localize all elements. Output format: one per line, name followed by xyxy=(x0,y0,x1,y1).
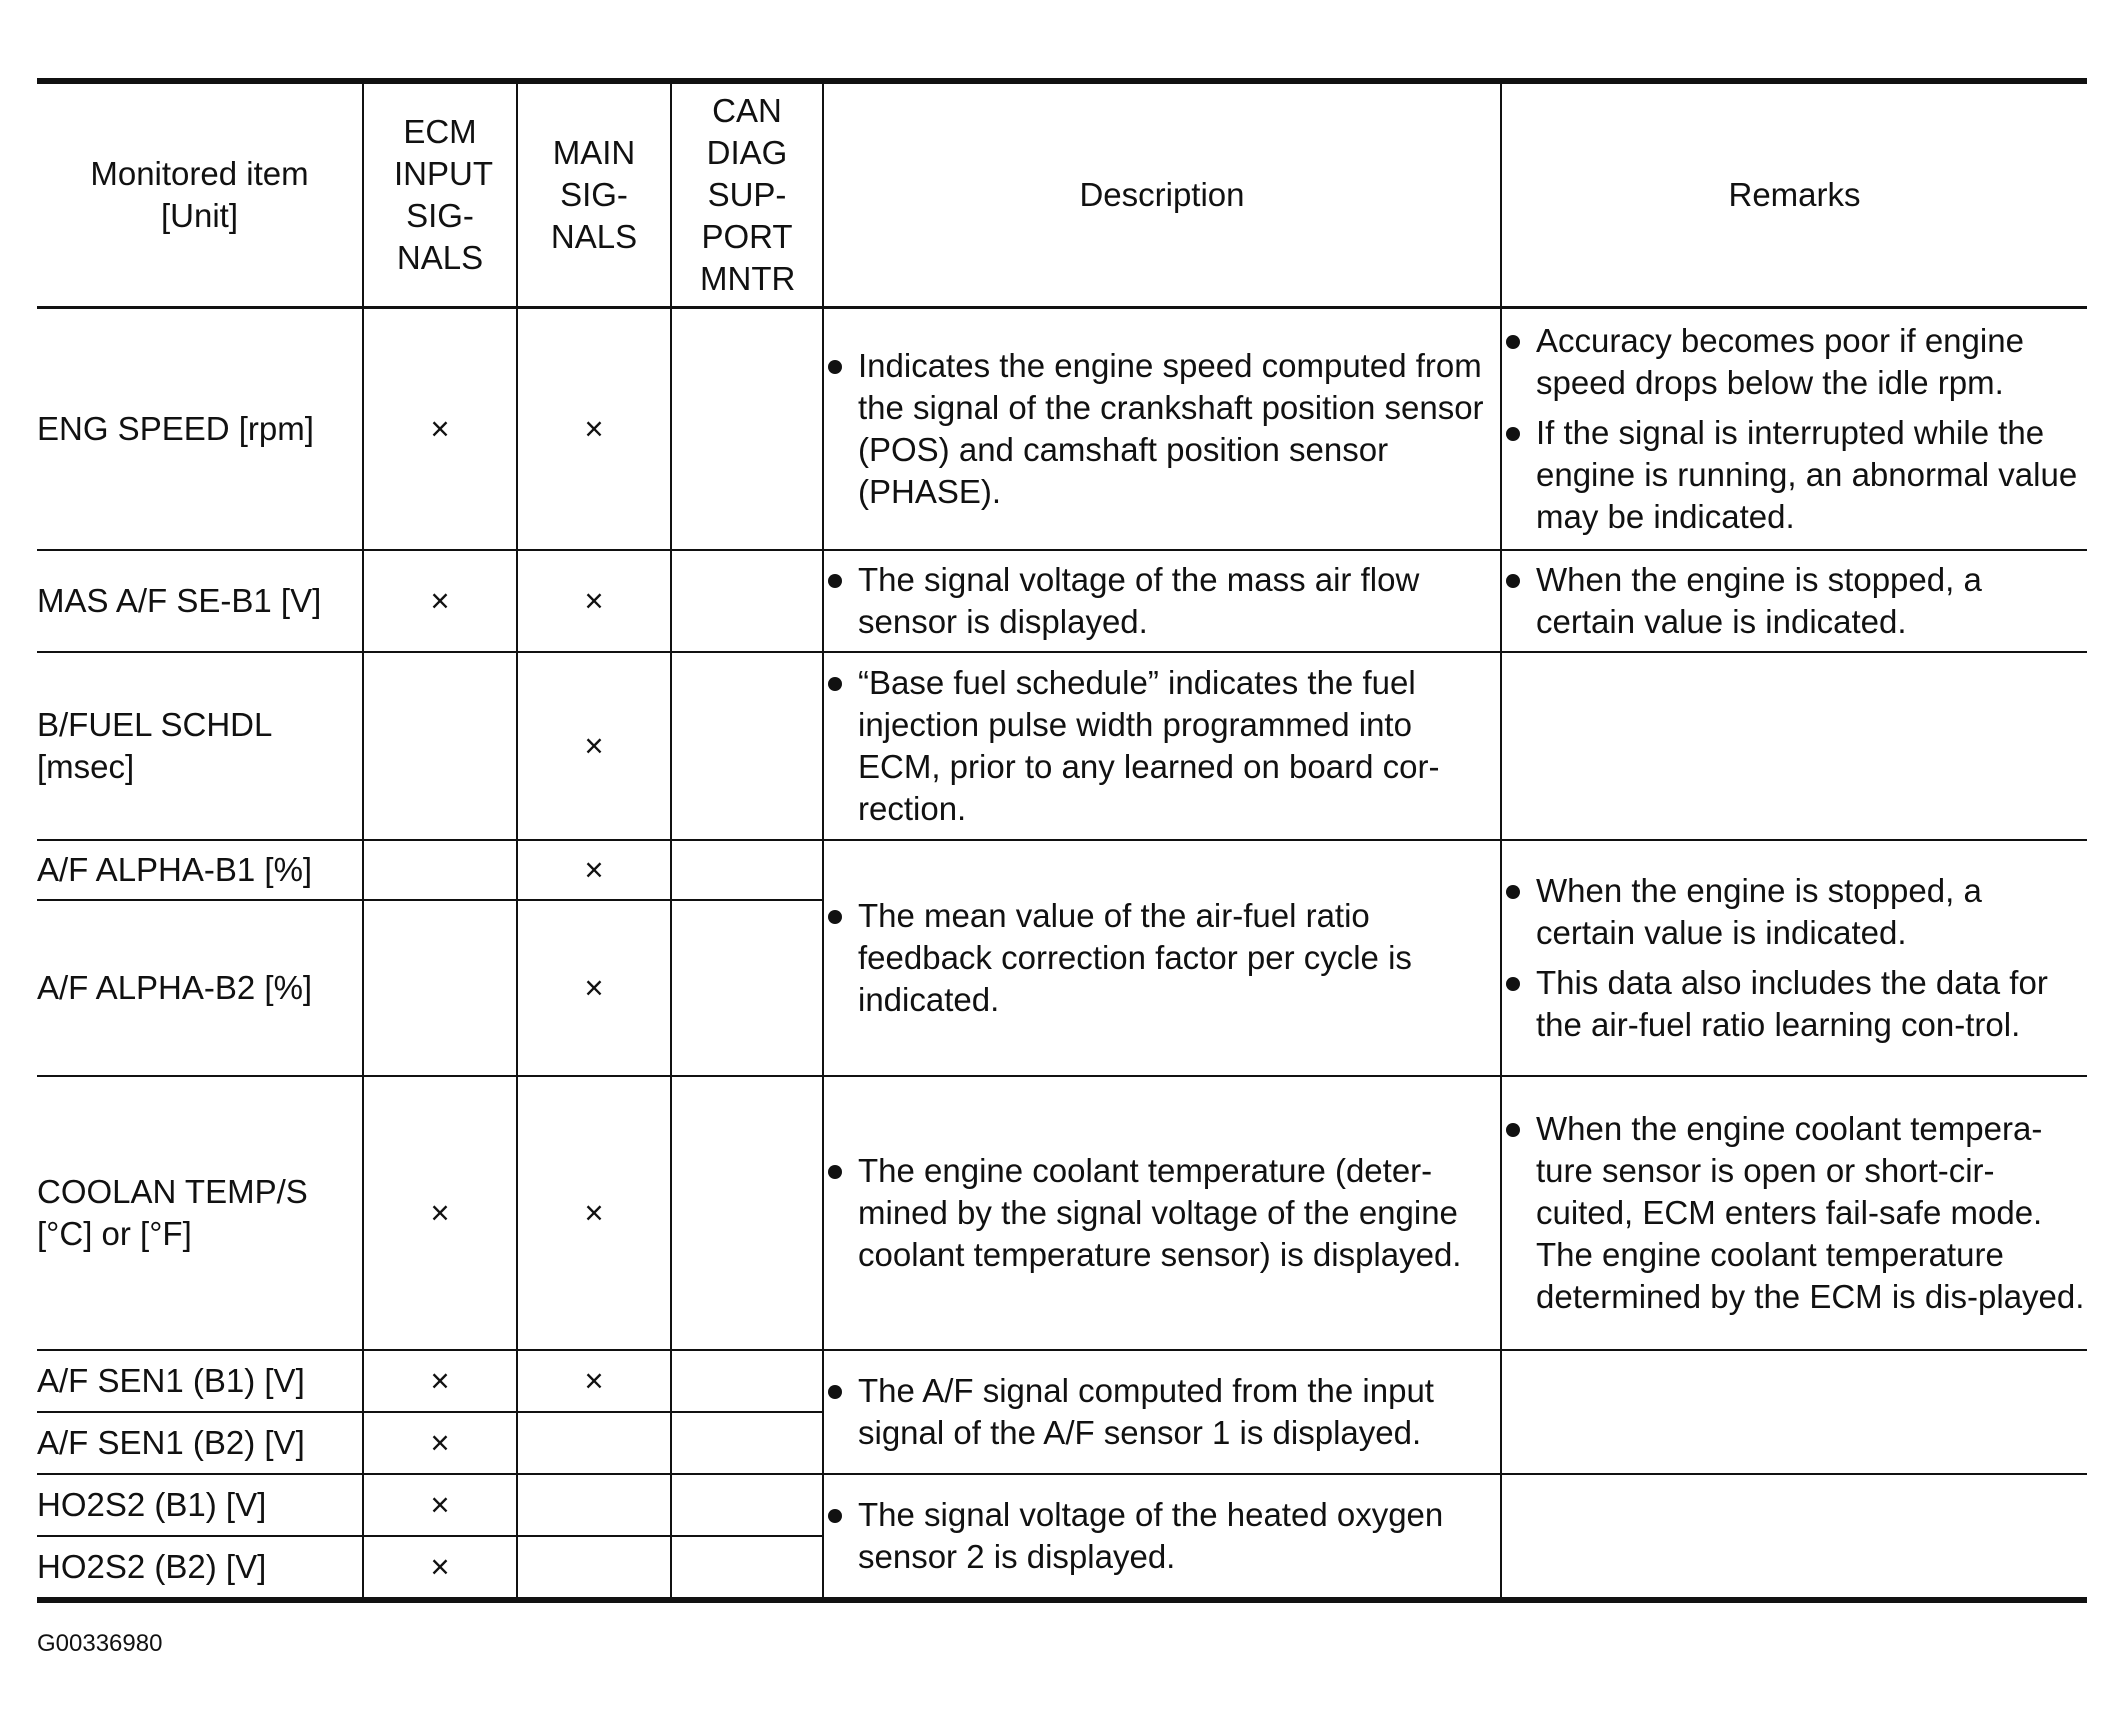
can-diag-mark xyxy=(671,1412,823,1474)
can-diag-mark xyxy=(671,1474,823,1536)
can-diag-mark xyxy=(671,308,823,551)
remark-bullet: Accuracy becomes poor if engine speed drops below the idle rpm. xyxy=(1502,320,2087,404)
description-bullet: Indicates the engine speed computed from the signal of the crankshaft position sensor (POS) and camshaft position sensor (PHASE). xyxy=(824,345,1500,513)
description-bullet: The signal voltage of the heated oxygen sensor 2 is displayed. xyxy=(824,1494,1500,1578)
header-monitored-item: Monitored item [Unit] xyxy=(37,81,363,308)
description-bullet: “Base fuel schedule” indicates the fuel injection pulse width programmed into ECM, prior to any learned on board cor-rection. xyxy=(824,662,1500,830)
monitored-item-cell: HO2S2 (B2) [V] xyxy=(37,1536,363,1600)
table-row xyxy=(37,652,2087,840)
main-signal-mark xyxy=(517,1536,671,1600)
figure-id: G00336980 xyxy=(37,1630,163,1657)
ecm-input-mark: × xyxy=(363,1536,517,1600)
main-signal-mark: × xyxy=(517,840,671,900)
table-row xyxy=(37,550,2087,652)
remark-bullet: When the engine is stopped, a certain value is indicated. xyxy=(1502,870,2087,954)
description-cell xyxy=(823,1474,1501,1600)
table-row xyxy=(37,308,2087,551)
main-signal-mark: × xyxy=(517,1350,671,1412)
table-row xyxy=(37,840,2087,900)
table-row xyxy=(37,1076,2087,1350)
ecm-input-mark: × xyxy=(363,1350,517,1412)
can-diag-mark xyxy=(671,1536,823,1600)
ecm-input-mark: × xyxy=(363,308,517,551)
remarks-cell xyxy=(1501,840,2087,1076)
ecm-input-mark xyxy=(363,840,517,900)
description-cell xyxy=(823,308,1501,551)
can-diag-mark xyxy=(671,840,823,900)
monitored-item-cell: HO2S2 (B1) [V] xyxy=(37,1474,363,1536)
header-can-diag-support-mntr: CAN DIAG SUP- PORT MNTR xyxy=(671,81,823,308)
header-main-signals: MAIN SIG- NALS xyxy=(517,81,671,308)
remarks-cell xyxy=(1501,1076,2087,1350)
monitored-item-cell: A/F ALPHA-B2 [%] xyxy=(37,900,363,1076)
description-cell xyxy=(823,1350,1501,1474)
remark-bullet: When the engine is stopped, a certain value is indicated. xyxy=(1502,559,2087,643)
remarks-cell xyxy=(1501,652,2087,840)
description-cell xyxy=(823,652,1501,840)
can-diag-mark xyxy=(671,1350,823,1412)
ecm-input-mark: × xyxy=(363,1474,517,1536)
remarks-cell xyxy=(1501,1474,2087,1600)
ecm-input-mark xyxy=(363,652,517,840)
main-signal-mark: × xyxy=(517,550,671,652)
monitored-item-cell: ENG SPEED [rpm] xyxy=(37,308,363,551)
main-signal-mark: × xyxy=(517,308,671,551)
monitored-item-cell: A/F SEN1 (B2) [V] xyxy=(37,1412,363,1474)
monitored-item-cell: A/F SEN1 (B1) [V] xyxy=(37,1350,363,1412)
description-cell xyxy=(823,840,1501,1076)
ecm-input-mark: × xyxy=(363,1412,517,1474)
description-cell xyxy=(823,1076,1501,1350)
description-bullet: The signal voltage of the mass air flow sensor is displayed. xyxy=(824,559,1500,643)
description-bullet: The A/F signal computed from the input signal of the A/F sensor 1 is displayed. xyxy=(824,1370,1500,1454)
ecm-input-mark xyxy=(363,900,517,1076)
can-diag-mark xyxy=(671,1076,823,1350)
main-signal-mark: × xyxy=(517,900,671,1076)
table-row xyxy=(37,1474,2087,1536)
remark-bullet: If the signal is interrupted while the engine is running, an abnormal value may be indicated. xyxy=(1502,412,2087,538)
main-signal-mark xyxy=(517,1474,671,1536)
monitored-item-cell: A/F ALPHA-B1 [%] xyxy=(37,840,363,900)
ecm-input-mark: × xyxy=(363,1076,517,1350)
monitored-items-table xyxy=(37,78,2087,1603)
table-row xyxy=(37,1350,2087,1412)
header-remarks: Remarks xyxy=(1501,81,2087,308)
monitored-item-cell: MAS A/F SE-B1 [V] xyxy=(37,550,363,652)
header-description: Description xyxy=(823,81,1501,308)
ecm-input-mark: × xyxy=(363,550,517,652)
main-signal-mark xyxy=(517,1412,671,1474)
description-bullet: The mean value of the air-fuel ratio feedback correction factor per cycle is indicated. xyxy=(824,895,1500,1021)
monitored-item-cell: COOLAN TEMP/S [°C] or [°F] xyxy=(37,1076,363,1350)
remark-bullet: When the engine coolant tempera-ture sensor is open or short-cir-cuited, ECM enters fail-safe mode. The engine coolant temperature determined by the ECM is dis-played. xyxy=(1502,1108,2087,1318)
remark-bullet: This data also includes the data for the air-fuel ratio learning con-trol. xyxy=(1502,962,2087,1046)
header-ecm-input-signals: ECM INPUT SIG- NALS xyxy=(363,81,517,308)
main-signal-mark: × xyxy=(517,652,671,840)
remarks-cell xyxy=(1501,550,2087,652)
can-diag-mark xyxy=(671,900,823,1076)
description-bullet: The engine coolant temperature (deter-mined by the signal voltage of the engine coolant temperature sensor) is displayed. xyxy=(824,1150,1500,1276)
can-diag-mark xyxy=(671,652,823,840)
can-diag-mark xyxy=(671,550,823,652)
remarks-cell xyxy=(1501,1350,2087,1474)
remarks-cell xyxy=(1501,308,2087,551)
description-cell xyxy=(823,550,1501,652)
monitored-item-cell: B/FUEL SCHDL [msec] xyxy=(37,652,363,840)
table-header-row xyxy=(37,81,2087,308)
main-signal-mark: × xyxy=(517,1076,671,1350)
